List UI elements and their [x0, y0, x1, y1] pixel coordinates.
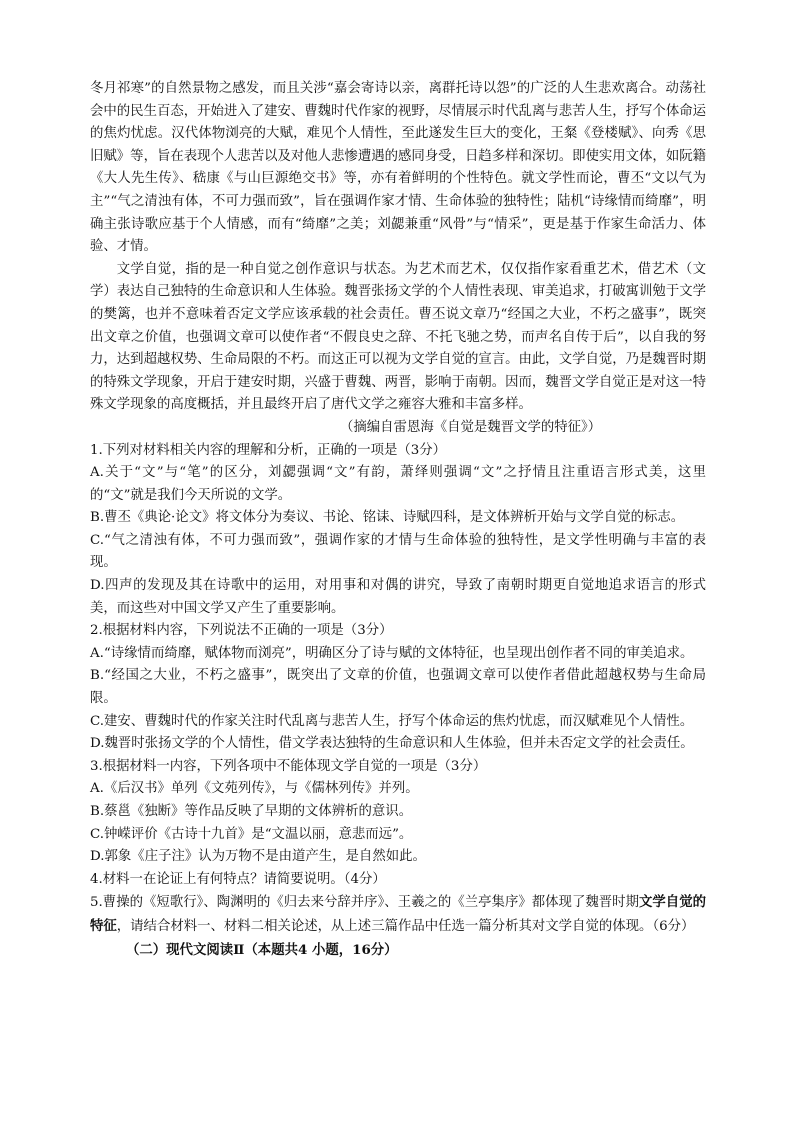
passage-paragraph-1: 冬月祁寒”的自然景物之感发，而且关涉“嘉会寄诗以亲，离群托诗以怨”的广泛的人生悲欢离合。动荡社会中的民生百态，开始进入了建安、曹魏时代作家的视野，尽情展示时代乱离与悲苦人生，抒写个体命运的焦灼忧虑。汉代体物浏亮的大赋，难见个人情性，至此遂发生巨大的变化，王粲《登楼赋》、向秀《思旧赋》等，旨在表现个人悲苦以及对他人悲惨遭遇的感同身受，日趋多样和深切。即使实用文体，如阮籍《大人先生传》、嵇康《与山巨源绝交书》等，亦有着鲜明的个性特色。就文学性而论，曹丕“文以气为主”“气之清浊有体，不可力强而致”，旨在强调作家才情、生命体验的独特性；陆机“诗缘情而绮靡”，明确主张诗歌应基于个人情感，而有“绮靡”之美；刘勰兼重“风骨”与“情采”，更是基于作家生命活力、体验、才情。 [90, 81, 706, 255]
question-4-stem: 4.材料一在论证上有何特点？请简要说明。（4分） [90, 871, 386, 887]
question-1-stem: 1.下列对材料相关内容的理解和分析，正确的一项是（3分） [90, 442, 447, 458]
question-1-option-b: B.曹丕《典论·论文》将文体分为奏议、书论、铭诔、诗赋四科，是文体辨析开始与文学自觉的标志。 [90, 510, 685, 526]
question-3-option-d: D.郭象《庄子注》认为万物不是由道产生，是自然如此。 [90, 849, 426, 865]
question-1-option-c: C.“气之清浊有体，不可力强而致”，强调作家的才情与生命体验的独特性，是文学性明确与丰富的表现。 [90, 532, 706, 571]
question-3-option-b: B.蔡邕《独断》等作品反映了早期的文体辨析的意识。 [90, 804, 413, 819]
question-2-option-b: B.“经国之大业，不朽之盛事”，既突出了文章的价值，也强调文章可以使作者借此超越权势与生命局限。 [90, 668, 706, 707]
question-3-option-a: A.《后汉书》单列《文苑列传》，与《儒林列传》并列。 [90, 781, 419, 797]
question-5-text-before: 5.曹操的《短歌行》、陶渊明的《归去来兮辞并序》、王羲之的《兰亭集序》都体现了魏晋时期 [90, 895, 639, 911]
question-1-option-a: A.关于“文”与“笔”的区分，刘勰强调“文”有韵，萧绎则强调“文”之抒情且注重语言形式美，这里的“文”就是我们今天所说的文学。 [90, 465, 706, 503]
question-3-stem: 3.根据材料一内容，下列各项中不能体现文学自觉的一项是（3分） [90, 758, 487, 774]
section-title: （二）现代文阅读Ⅱ（本题共4 小题，16分） [126, 941, 398, 958]
question-2-option-a: A.“诗缘情而绮靡，赋体物而浏亮”，明确区分了诗与赋的文体特征，也呈现出创作者不同的审美追求。 [90, 645, 694, 661]
question-2-option-c: C.建安、曹魏时代的作家关注时代乱离与悲苦人生，抒写个体命运的焦灼忧虑，而汉赋难见个人情性。 [90, 713, 694, 729]
question-5-emphasis: 文学自觉的特征 [90, 894, 707, 934]
question-2-option-d: D.魏晋时张扬文学的个人情性，借文学表达独特的生命意识和人生体验，但并未否定文学的社会责任。 [90, 736, 694, 752]
passage-paragraph-2: 文学自觉，指的是一种自觉之创作意识与状态。为艺术而艺术，仅仅指作家看重艺术，借艺术（文学）表达自己独特的生命意识和人生体验。魏晋张扬文学的个人情性表现、审美追求，打破寓训勉于文学的樊篱，也并不意味着否定文学应该承载的社会责任。曹丕说文章乃“经国之大业，不朽之盛事”，既突出文章之价值，也强调文章可以使作者“不假良史之辞、不托飞驰之势，而声名自传于后”，以自我的努力，达到超越权势、生命局限的不朽。而这正可以视为文学自觉的宣言。由此，文学自觉，乃是魏晋时期的特殊文学现象，开启于建安时期，兴盛于曹魏、两晋，影响于南朝。因而，魏晋文学自觉正是对这一特殊文学现象的高度概括，并且最终开启了唐代文学之雍容大雅和丰富多样。 [90, 261, 706, 413]
question-5-stem [90, 891, 706, 938]
passage-source: （摘编自雷恩海《自觉是魏晋文学的特征》） [340, 419, 602, 435]
question-3-option-c: C.钟嵘评价《古诗十九首》是“文温以丽，意悲而远”。 [90, 826, 413, 842]
question-1-option-d: D.四声的发现及其在诗歌中的运用，对用事和对偶的讲究，导致了南朝时期更自觉地追求语言的形式美，而这些对中国文学又产生了重要影响。 [90, 578, 706, 616]
question-5-text-after: ，请结合材料一、材料二相关论述，从上述三篇作品中任选一篇分析其对文学自觉的体现。（6分） [116, 918, 695, 934]
exam-page [90, 78, 706, 961]
question-2-stem: 2.根据材料内容，下列说法不正确的一项是（3分） [90, 623, 393, 639]
